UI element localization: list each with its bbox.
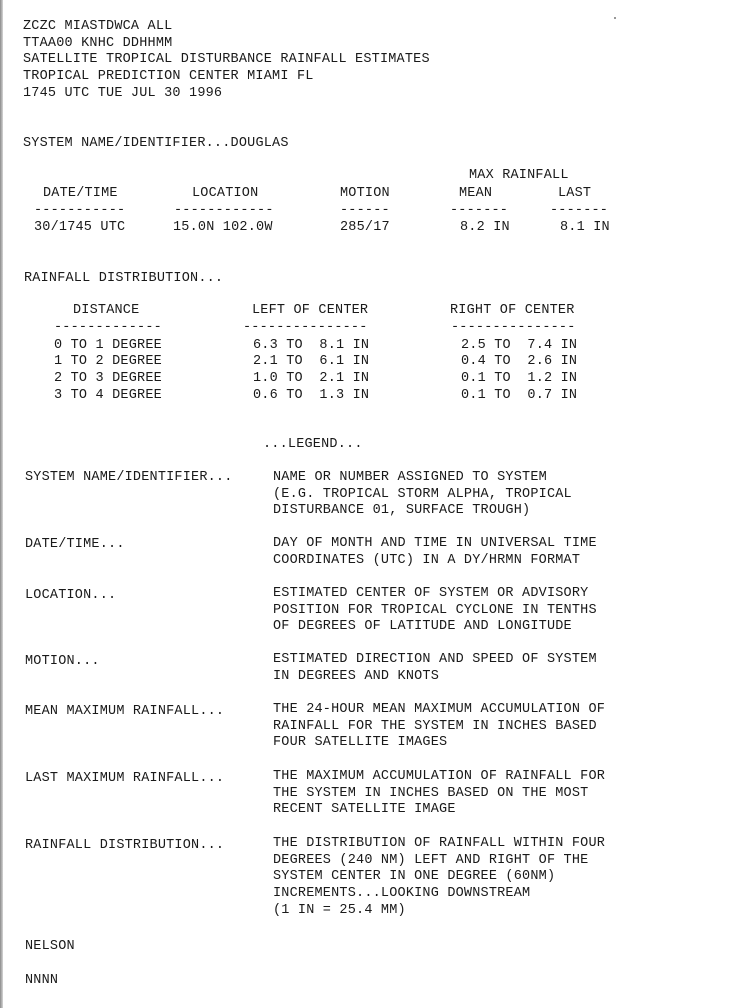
dist-row-right: 2.5 TO 7.4 IN	[461, 338, 578, 353]
header-line-1: ZCZC MIASTDWCA ALL	[23, 19, 173, 34]
dist-row-left: 6.3 TO 8.1 IN	[253, 338, 370, 353]
row-last: 8.1 IN	[560, 220, 610, 235]
legend-definition: THE MAXIMUM ACCUMULATION OF RAINFALL FOR THE SYSTEM IN INCHES BASED ON THE MOST RECENT SATELLITE IMAGE	[273, 769, 606, 818]
scan-speck	[614, 17, 616, 19]
legend-definition: THE DISTRIBUTION OF RAINFALL WITHIN FOUR DEGREES (240 NM) LEFT AND RIGHT OF THE SYSTEM CENTER IN ONE DEGREE (60NM) INCREMENTS...LOOKING DOWNSTREAM (1 IN = 25.4 MM)	[273, 836, 606, 918]
dist-row-left: 1.0 TO 2.1 IN	[253, 371, 370, 386]
header-line-5: 1745 UTC TUE JUL 30 1996	[23, 86, 223, 101]
dash-datetime: -----------	[34, 203, 126, 218]
header-line-2: TTAA00 KNHC DDHHMM	[23, 36, 173, 51]
legend-term: MOTION...	[25, 654, 100, 669]
legend-term: LOCATION...	[25, 588, 117, 603]
legend-title: ...LEGEND...	[263, 437, 363, 452]
dist-dash-right: ---------------	[451, 320, 576, 335]
end-of-message: NNNN	[25, 973, 59, 988]
header-line-4: TROPICAL PREDICTION CENTER MIAMI FL	[23, 69, 314, 84]
dist-row-right: 0.1 TO 1.2 IN	[461, 371, 578, 386]
legend-definition: ESTIMATED CENTER OF SYSTEM OR ADVISORY POSITION FOR TROPICAL CYCLONE IN TENTHS OF DEGREES OF LATITUDE AND LONGITUDE	[273, 586, 597, 635]
dist-dash-left: ---------------	[243, 320, 368, 335]
legend-definition: THE 24-HOUR MEAN MAXIMUM ACCUMULATION OF RAINFALL FOR THE SYSTEM IN INCHES BASED FOUR SATELLITE IMAGES	[273, 702, 606, 751]
row-mean: 8.2 IN	[460, 220, 510, 235]
dist-row-distance: 2 TO 3 DEGREE	[54, 371, 162, 386]
system-label: SYSTEM NAME/IDENTIFIER...	[23, 136, 231, 151]
row-datetime: 30/1745 UTC	[34, 220, 126, 235]
dist-col-distance: DISTANCE	[73, 303, 140, 318]
dist-row-distance: 0 TO 1 DEGREE	[54, 338, 162, 353]
legend-definition: NAME OR NUMBER ASSIGNED TO SYSTEM (E.G. TROPICAL STORM ALPHA, TROPICAL DISTURBANCE 01, SURFACE TROUGH)	[273, 470, 572, 519]
dash-motion: ------	[340, 203, 390, 218]
dist-row-distance: 3 TO 4 DEGREE	[54, 388, 162, 403]
dist-row-right: 0.1 TO 0.7 IN	[461, 388, 578, 403]
max-rainfall-header: MAX RAINFALL	[469, 168, 569, 183]
header-line-3: SATELLITE TROPICAL DISTURBANCE RAINFALL ESTIMATES	[23, 52, 430, 67]
dash-location: ------------	[174, 203, 274, 218]
dist-col-right: RIGHT OF CENTER	[450, 303, 575, 318]
dash-mean: -------	[450, 203, 509, 218]
col-last-header: LAST	[558, 186, 592, 201]
row-location: 15.0N 102.0W	[173, 220, 273, 235]
dist-row-distance: 1 TO 2 DEGREE	[54, 354, 162, 369]
dist-row-right: 0.4 TO 2.6 IN	[461, 354, 578, 369]
dist-col-left: LEFT OF CENTER	[252, 303, 369, 318]
legend-definition: DAY OF MONTH AND TIME IN UNIVERSAL TIME COORDINATES (UTC) IN A DY/HRMN FORMAT	[273, 536, 597, 568]
legend-term: DATE/TIME...	[25, 537, 125, 552]
system-name: DOUGLAS	[230, 136, 289, 151]
dist-row-left: 2.1 TO 6.1 IN	[253, 354, 370, 369]
dash-last: -------	[550, 203, 609, 218]
col-datetime-header: DATE/TIME	[43, 186, 118, 201]
system-line	[23, 136, 289, 153]
row-motion: 285/17	[340, 220, 390, 235]
legend-term: RAINFALL DISTRIBUTION...	[25, 838, 225, 853]
distribution-title: RAINFALL DISTRIBUTION...	[24, 271, 224, 286]
legend-term: MEAN MAXIMUM RAINFALL...	[25, 704, 225, 719]
scan-edge	[0, 0, 3, 1008]
dist-row-left: 0.6 TO 1.3 IN	[253, 388, 370, 403]
signature: NELSON	[25, 939, 75, 954]
legend-term: SYSTEM NAME/IDENTIFIER...	[25, 470, 233, 485]
col-location-header: LOCATION	[192, 186, 259, 201]
col-motion-header: MOTION	[340, 186, 390, 201]
dist-dash-distance: -------------	[54, 320, 162, 335]
legend-definition: ESTIMATED DIRECTION AND SPEED OF SYSTEM IN DEGREES AND KNOTS	[273, 652, 597, 684]
legend-term: LAST MAXIMUM RAINFALL...	[25, 771, 225, 786]
col-mean-header: MEAN	[459, 186, 493, 201]
